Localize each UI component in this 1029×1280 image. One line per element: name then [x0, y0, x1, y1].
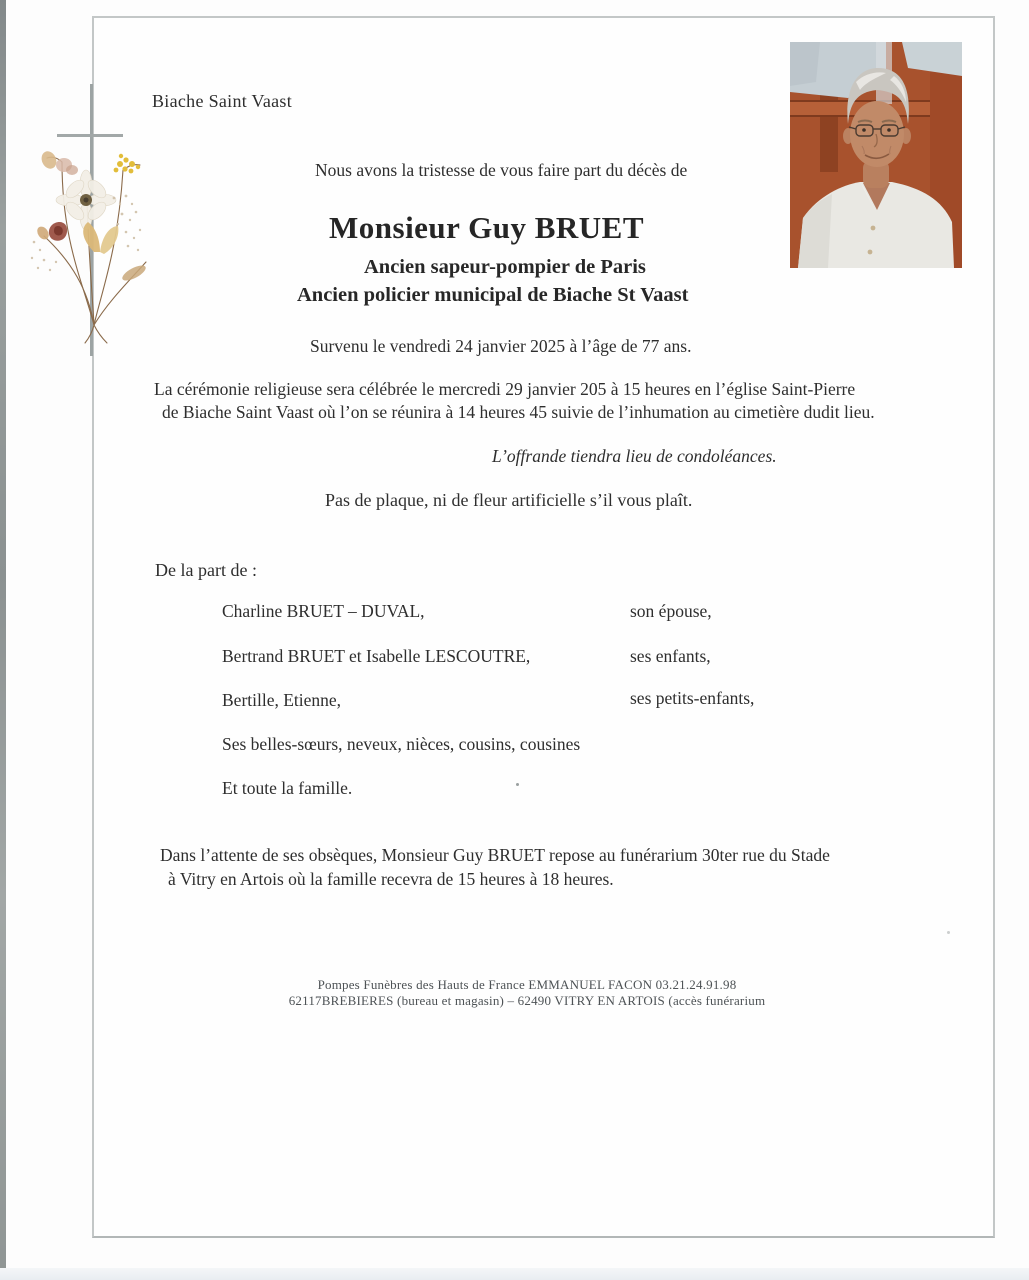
resting-place-line-1: Dans l’attente de ses obsèques, Monsieur Guy BRUET repose au funérarium 30ter rue du Stade	[160, 845, 830, 865]
family-names: Bertille, Etienne,	[222, 690, 342, 710]
no-flowers-note: Pas de plaque, ni de fleur artificielle s’il vous plaît.	[325, 490, 693, 510]
commune-name: Biache Saint Vaast	[152, 91, 293, 111]
deceased-title-1: Ancien sapeur-pompier de Paris	[364, 256, 646, 278]
scan-speck	[947, 931, 950, 934]
family-relation: ses enfants,	[630, 646, 711, 666]
family-names: Bertrand BRUET et Isabelle LESCOUTRE,	[222, 646, 531, 666]
dried-flowers-illustration	[22, 140, 167, 345]
portrait-photo	[790, 42, 962, 268]
funeral-home-line-1: Pompes Funèbres des Hauts de France EMMANUEL FACON 03.21.24.91.98	[317, 977, 737, 992]
family-relation: son épouse,	[630, 601, 712, 621]
announcement-intro: Nous avons la tristesse de vous faire part du décès de	[315, 160, 688, 180]
scanner-edge-shadow	[0, 0, 6, 1280]
family-relation: ses petits-enfants,	[630, 688, 755, 708]
deceased-title-2: Ancien policier municipal de Biache St Vaast	[297, 284, 689, 306]
deceased-name: Monsieur Guy BRUET	[329, 210, 645, 245]
scanner-bottom-shadow	[0, 1268, 1029, 1280]
resting-place-line-2: à Vitry en Artois où la famille recevra de 15 heures à 18 heures.	[168, 869, 614, 889]
ceremony-line-1: La cérémonie religieuse sera célébrée le mercredi 29 janvier 205 à 15 heures en l’église Saint-Pierre	[154, 379, 856, 399]
death-date-line: Survenu le vendredi 24 janvier 2025 à l’âge de 77 ans.	[310, 336, 692, 356]
scan-speck	[516, 783, 519, 786]
family-names: Ses belles-sœurs, neveux, nièces, cousins, cousines	[222, 734, 581, 754]
cross-icon-bar	[57, 134, 123, 137]
ceremony-line-2: de Biache Saint Vaast où l’on se réunira à 14 heures 45 suivie de l’inhumation au cimetière dudit lieu.	[162, 402, 875, 422]
family-names: Et toute la famille.	[222, 778, 353, 798]
funeral-home-line-2: 62117BREBIERES (bureau et magasin) – 62490 VITRY EN ARTOIS (accès funérarium	[288, 993, 766, 1008]
offering-note: L’offrande tiendra lieu de condoléances.	[492, 446, 777, 466]
from-label: De la part de :	[155, 560, 257, 580]
family-names: Charline BRUET – DUVAL,	[222, 601, 425, 621]
